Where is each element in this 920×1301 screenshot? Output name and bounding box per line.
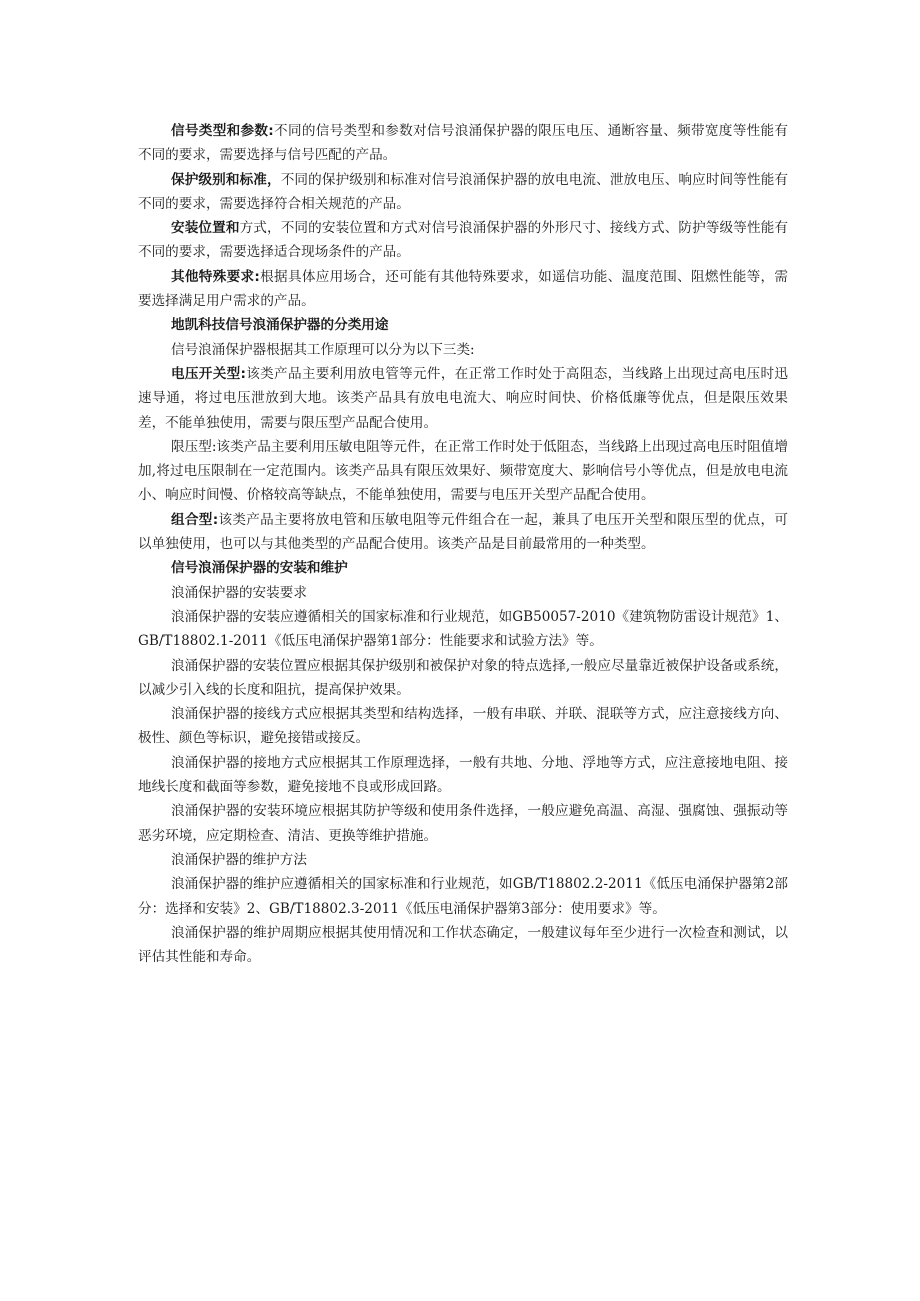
paragraph-wiring: 浪涌保护器的接线方式应根据其类型和结构选择，一般有串联、并联、混联等方式，应注意接线方向、极性、颜色等标识，避免接错或接反。 (138, 706, 788, 747)
paragraph-lead: 其他特殊要求: (171, 268, 260, 285)
paragraph-classification-intro: 信号浪涌保护器根据其工作原理可以分为以下三类: (171, 341, 475, 358)
paragraph-install-standards: 浪涌保护器的安装应遵循相关的国家标准和行业规范，如GB50057-2010《建筑物防雷设计规范》1、GB/T18802.1-2011《低压电涌保护器第1部分：性能要求和试验方法》等。 (138, 608, 788, 650)
paragraph-text: 不同的保护级别和标准对信号浪涌保护器的放电电流、泄放电压、响应时间等性能有不同的要求，需要选择符合相关规范的产品。 (138, 171, 789, 212)
paragraph-environment: 浪涌保护器的安装环境应根据其防护等级和使用条件选择，一般应避免高温、高湿、强腐蚀、强振动等恶劣环境，应定期检查、清洁、更换等维护措施。 (138, 803, 788, 844)
section-heading-installation: 信号浪涌保护器的安装和维护 (171, 560, 348, 577)
paragraph-text: 方式，不同的安装位置和方式对信号浪涌保护器的外形尺寸、接线方式、防护等级等性能有不同的要求，需要选择适合现场条件的产品。 (138, 220, 789, 261)
paragraph-maintenance-standards: 浪涌保护器的维护应遵循相关的国家标准和行业规范，如GB/T18802.2-2011《低压电涌保护器第2部分：选择和安装》2、GB/T18802.3-2011《低压电涌保护器第3部分：使用要求》等。 (138, 876, 788, 917)
paragraph-text: 不同的信号类型和参数对信号浪涌保护器的限压电压、通断容量、频带宽度等性能有不同的要求，需要选择与信号匹配的产品。 (138, 123, 789, 164)
subheading-maintenance-methods: 浪涌保护器的维护方法 (171, 851, 307, 868)
paragraph-lead: 保护级别和标准， (171, 171, 281, 188)
paragraph-text: 该类产品主要利用放电管等元件，在正常工作时处于高阻态，当线路上出现过高电压时迅速导通，将过电压泄放到大地。该类产品具有放电电流大、响应时间快、价格低廉等优点，但是限压效果差，不能单独使用，需要与限压型产品配合使用。 (138, 365, 789, 431)
paragraph-install-location: 浪涌保护器的安装位置应根据其保护级别和被保护对象的特点选择,一般应尽量靠近被保护设备或系统，以减少引入线的长度和阻抗，提高保护效果。 (138, 657, 788, 698)
paragraph-combination (138, 508, 788, 557)
paragraph-lead: 安装位置和 (171, 220, 240, 237)
paragraph-lead: 信号类型和参数: (171, 123, 274, 139)
document-body (138, 119, 788, 969)
paragraph-lead: 组合型: (171, 511, 219, 528)
paragraph-voltage-switching (138, 362, 788, 435)
paragraph-voltage-limiting: 限压型:该类产品主要利用压敏电阻等元件，在正常工作时处于低阻态，当线路上出现过高电压时阻值增加,将过电压限制在一定范围内。该类产品具有限压效果好、频带宽度大、影响信号小等优点，但是放电电流小、响应时间慢、价格较高等缺点，不能单独使用，需要与电压开关型产品配合使用。 (138, 438, 788, 504)
paragraph-special-requirements (138, 265, 788, 314)
paragraph-protection-level (138, 168, 788, 217)
paragraph-text: 该类产品主要将放电管和压敏电阻等元件组合在一起，兼具了电压开关型和限压型的优点，可以单独使用，也可以与其他类型的产品配合使用。该类产品是目前最常用的一种类型。 (138, 511, 789, 553)
paragraph-signal-type (138, 119, 788, 168)
paragraph-lead: 电压开关型: (171, 365, 246, 382)
paragraph-install-position (138, 216, 788, 265)
paragraph-maintenance-cycle: 浪涌保护器的维护周期应根据其使用情况和工作状态确定，一般建议每年至少进行一次检查和测试，以评估其性能和寿命。 (138, 924, 788, 966)
section-heading-classification: 地凯科技信号浪涌保护器的分类用途 (171, 317, 389, 334)
paragraph-text: 根据具体应用场合，还可能有其他特殊要求，如遥信功能、温度范围、阻燃性能等，需要选择满足用户需求的产品。 (138, 268, 789, 310)
subheading-install-requirements: 浪涌保护器的安装要求 (171, 584, 307, 601)
paragraph-grounding: 浪涌保护器的接地方式应根据其工作原理选择，一般有共地、分地、浮地等方式，应注意接地电阻、接地线长度和截面等参数，避免接地不良或形成回路。 (138, 754, 788, 796)
